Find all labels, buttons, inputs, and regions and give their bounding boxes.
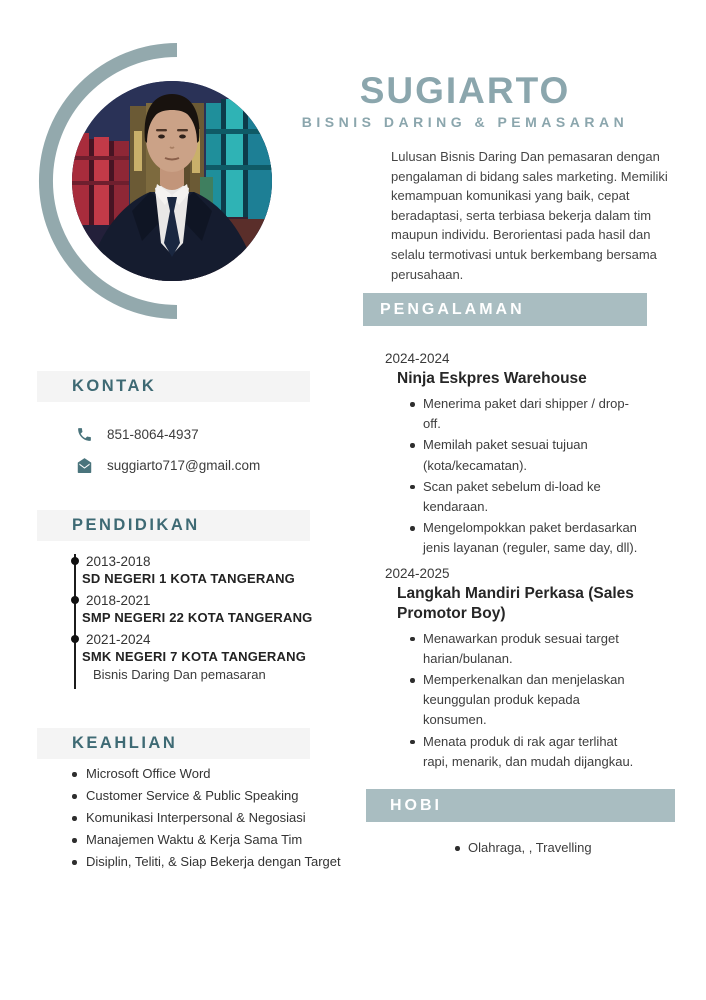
profile-summary: Lulusan Bisnis Daring Dan pemasaran dengan pengalaman di bidang sales marketing. Memiliki kemampuan komunikasi yang baik, cepat beradaptasi, serta terbiasa bekerja dalam tim maupun individu. Berorientasi pada hasil dan selalu termotivasi untuk berkembang bersama perusahaan. [391, 149, 668, 282]
contact-title: KONTAK [72, 377, 157, 395]
hobby-list [454, 838, 691, 859]
hobbies-title: HOBI [390, 797, 442, 814]
hobby-item: Olahraga, , Travelling [454, 838, 691, 858]
phone-icon [76, 426, 93, 443]
section-header-hobbies [366, 789, 675, 822]
education-school: SMP NEGERI 22 KOTA TANGERANG [82, 610, 313, 625]
section-header-skills [37, 728, 310, 759]
experience-list [363, 351, 663, 773]
section-header-education [37, 510, 310, 541]
job-duty: Memilah paket sesuai tujuan (kota/kecamatan). [409, 435, 646, 475]
email-address: suggiarto717@gmail.com [107, 458, 261, 473]
education-school: SMK NEGERI 7 KOTA TANGERANG [82, 649, 307, 664]
photo-illustration [72, 81, 272, 281]
education-years: 2021-2024 [86, 632, 151, 647]
skill-item: Customer Service & Public Speaking [70, 785, 390, 807]
profile-photo [72, 81, 272, 281]
skill-item: Disiplin, Teliti, & Siap Bekerja dengan Target [70, 851, 390, 873]
candidate-major: BISNIS DARING & PEMASARAN [301, 114, 629, 130]
job-company: Langkah Mandiri Perkasa (Sales Promotor Boy) [397, 584, 634, 622]
skill-item: Komunikasi Interpersonal & Negosiasi [70, 807, 390, 829]
education-entry [76, 632, 324, 683]
experience-entry [363, 351, 663, 559]
job-years: 2024-2024 [385, 351, 450, 366]
contact-email-row [76, 457, 260, 474]
job-duty: Menawarkan produk sesuai target harian/bulanan. [409, 629, 646, 669]
job-duty: Memperkenalkan dan menjelaskan keunggulan produk kepada konsumen. [409, 670, 646, 731]
job-duties [409, 394, 646, 559]
job-duty: Mengelompokkan paket berdasarkan jenis layanan (reguler, same day, dll). [409, 518, 646, 558]
skills-title: KEAHLIAN [72, 734, 178, 752]
education-entry [76, 554, 324, 587]
education-entry [76, 593, 324, 626]
education-major: Bisnis Daring Dan pemasaran [93, 667, 266, 682]
experience-title: PENGALAMAN [380, 301, 525, 318]
job-duty: Menerima paket dari shipper / drop-off. [409, 394, 646, 434]
education-timeline [74, 554, 324, 689]
section-header-experience [363, 293, 647, 326]
job-duties [409, 629, 646, 772]
education-years: 2013-2018 [86, 554, 151, 569]
education-years: 2018-2021 [86, 593, 151, 608]
job-duty: Menata produk di rak agar terlihat rapi, menarik, dan mudah dijangkau. [409, 732, 646, 772]
skill-item: Manajemen Waktu & Kerja Sama Tim [70, 829, 390, 851]
contact-phone-row [76, 426, 199, 443]
mail-icon [76, 457, 93, 474]
experience-entry [363, 566, 663, 772]
section-header-contact [37, 371, 310, 402]
job-duty: Scan paket sebelum di-load ke kendaraan. [409, 477, 646, 517]
phone-number: 851-8064-4937 [107, 427, 199, 442]
education-school: SD NEGERI 1 KOTA TANGERANG [82, 571, 295, 586]
job-years: 2024-2025 [385, 565, 450, 581]
job-company: Ninja Eskpres Warehouse [397, 370, 587, 387]
education-title: PENDIDIKAN [72, 516, 200, 534]
skills-list [70, 763, 390, 873]
candidate-name: SUGIARTO [359, 70, 571, 111]
skill-item: Microsoft Office Word [70, 763, 390, 785]
